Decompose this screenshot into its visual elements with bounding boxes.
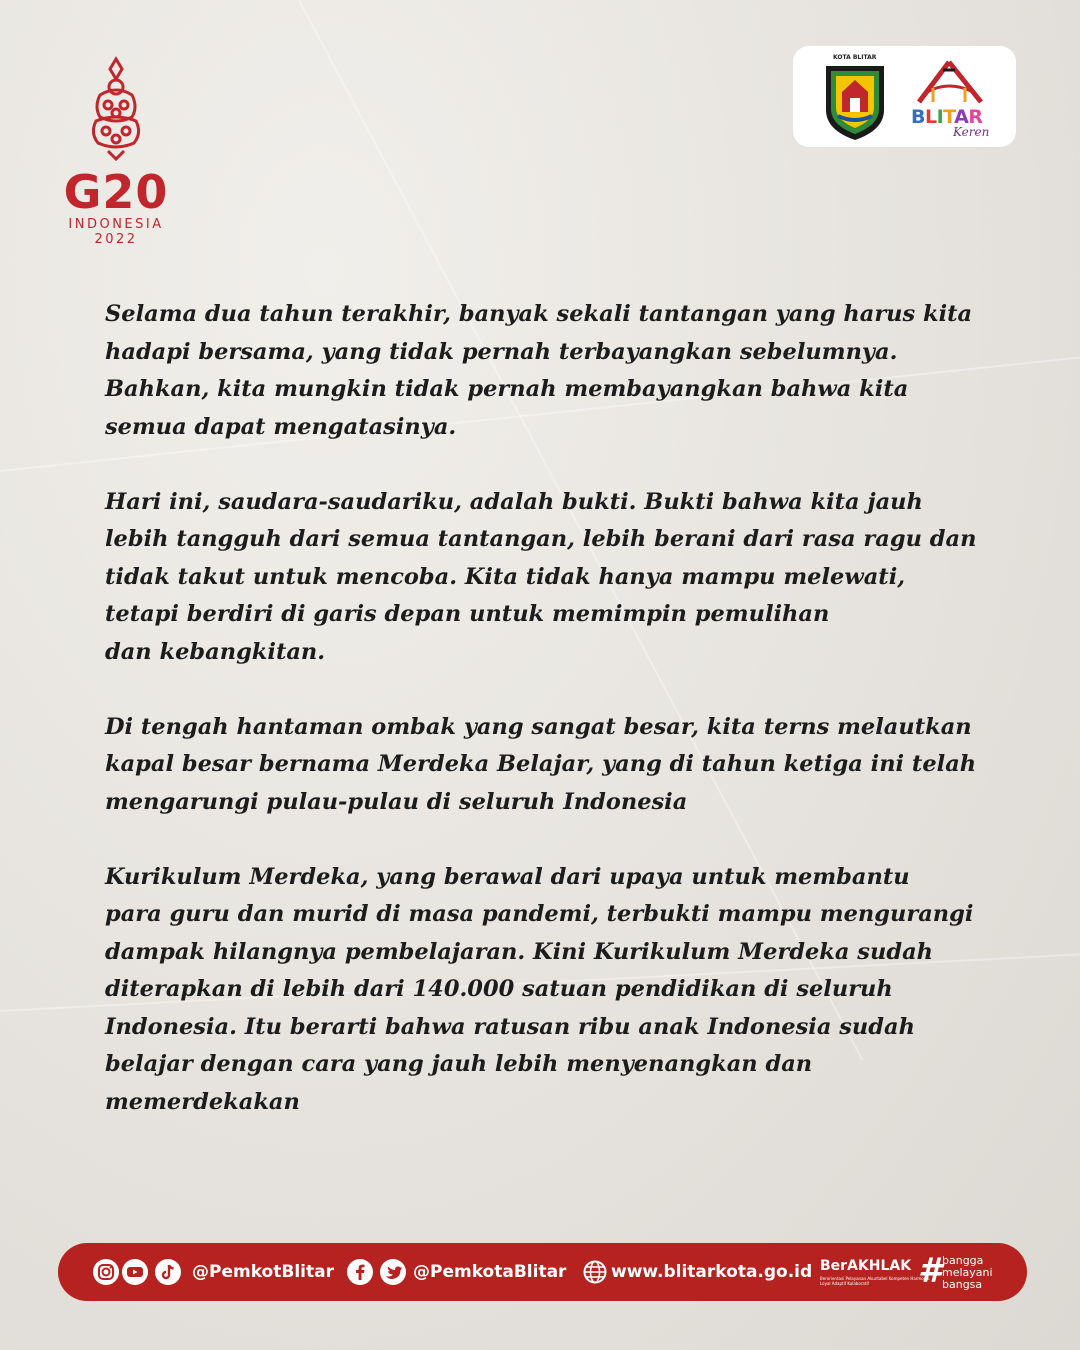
text-line: dampak hilangnya pembelajaran. Kini Kurikulum Merdeka sudah (105, 938, 934, 965)
bangga-melayani-bangsa (942, 1255, 993, 1291)
text-line: dan kebangkitan. (105, 638, 326, 665)
text-line: Di tengah hantaman ombak yang sangat besar, kita terns melautkan (105, 713, 972, 740)
blitar-letter: B (911, 106, 925, 128)
g20-wordmark: G20 (63, 165, 169, 219)
facebook-icon[interactable] (347, 1259, 373, 1285)
text-line: tidak takut untuk mencoba. Kita tidak hanya mampu melewati, (105, 563, 906, 590)
text-line: mengarungi pulau-pulau di seluruh Indonesia (105, 788, 688, 815)
youtube-icon[interactable] (122, 1259, 148, 1285)
hashtag-mark: # (918, 1251, 942, 1291)
berakhlak-subtitle: Berorientasi Pelayanan Akuntabel Kompeten Harmonis Loyal Adaptif Kolaboratif (820, 1276, 930, 1286)
text-line: lebih tangguh dari semua tantangan, lebih berani dari rasa ragu dan (105, 526, 977, 552)
text-line: para guru dan murid di masa pandemi, terbukti mampu mengurangi (105, 901, 974, 927)
social-handle-2[interactable]: @PemkotaBlitar (413, 1262, 567, 1282)
text-line: diterapkan di lebih dari 140.000 satuan pendidikan di seluruh (105, 976, 893, 1002)
blitar-keren-roof-icon (905, 58, 995, 108)
g20-year: 2022 (94, 232, 138, 247)
speech-body (105, 296, 985, 1159)
blitar-letter: T (943, 106, 955, 128)
kota-blitar-label: KOTA BLITAR (833, 54, 877, 61)
blitar-letter: I (936, 106, 944, 128)
g20-emblem-icon (84, 55, 148, 163)
g20-country: INDONESIA (68, 217, 164, 232)
blitar-letter: L (924, 106, 937, 128)
twitter-icon[interactable] (380, 1259, 406, 1285)
text-line: Indonesia. Itu berarti bahwa ratusan ribu anak Indonesia sudah (105, 1013, 915, 1040)
paragraph (105, 484, 985, 672)
paragraph (105, 859, 985, 1122)
text-line: belajar dengan cara yang jauh lebih menyenangkan dan (105, 1051, 813, 1077)
blitar-letter: R (968, 106, 983, 128)
kota-blitar-crest-icon (822, 62, 888, 142)
social-handle-1[interactable]: @PemkotBlitar (192, 1262, 334, 1282)
text-line: Selama dua tahun terakhir, banyak sekali tantangan yang harus kita (105, 301, 973, 327)
text-line: Kurikulum Merdeka, yang berawal dari upaya untuk membantu (105, 863, 910, 890)
tagline-word: bangga (942, 1254, 984, 1267)
text-line: Bahkan, kita mungkin tidak pernah membayangkan bahwa kita (105, 376, 909, 402)
berakhlak-logo: BerAKHLAK (820, 1258, 912, 1274)
globe-icon[interactable] (582, 1259, 608, 1285)
g20-logo (60, 55, 172, 247)
instagram-icon[interactable] (93, 1259, 119, 1285)
text-line: kapal besar bernama Merdeka Belajar, yang di tahun ketiga ini telah (105, 751, 977, 777)
tiktok-icon[interactable] (155, 1259, 181, 1285)
text-line: memerdekakan (105, 1088, 300, 1115)
text-line: tetapi berdiri di garis depan untuk memimpin pemulihan (105, 601, 830, 627)
text-line: hadapi bersama, yang tidak pernah terbayangkan sebelumnya. (105, 338, 898, 365)
paragraph (105, 296, 985, 446)
paragraph (105, 709, 985, 822)
text-line: semua dapat mengatasinya. (105, 413, 457, 440)
tagline-word: melayani (942, 1266, 993, 1279)
website-link[interactable]: www.blitarkota.go.id (611, 1262, 813, 1282)
footer-bar (58, 1243, 1027, 1301)
text-line: Hari ini, saudara-saudariku, adalah bukti. Bukti bahwa kita jauh (105, 488, 923, 515)
blitar-letter: A (954, 106, 969, 128)
keren-word: Keren (953, 125, 990, 139)
tagline-word: bangsa (942, 1278, 983, 1291)
